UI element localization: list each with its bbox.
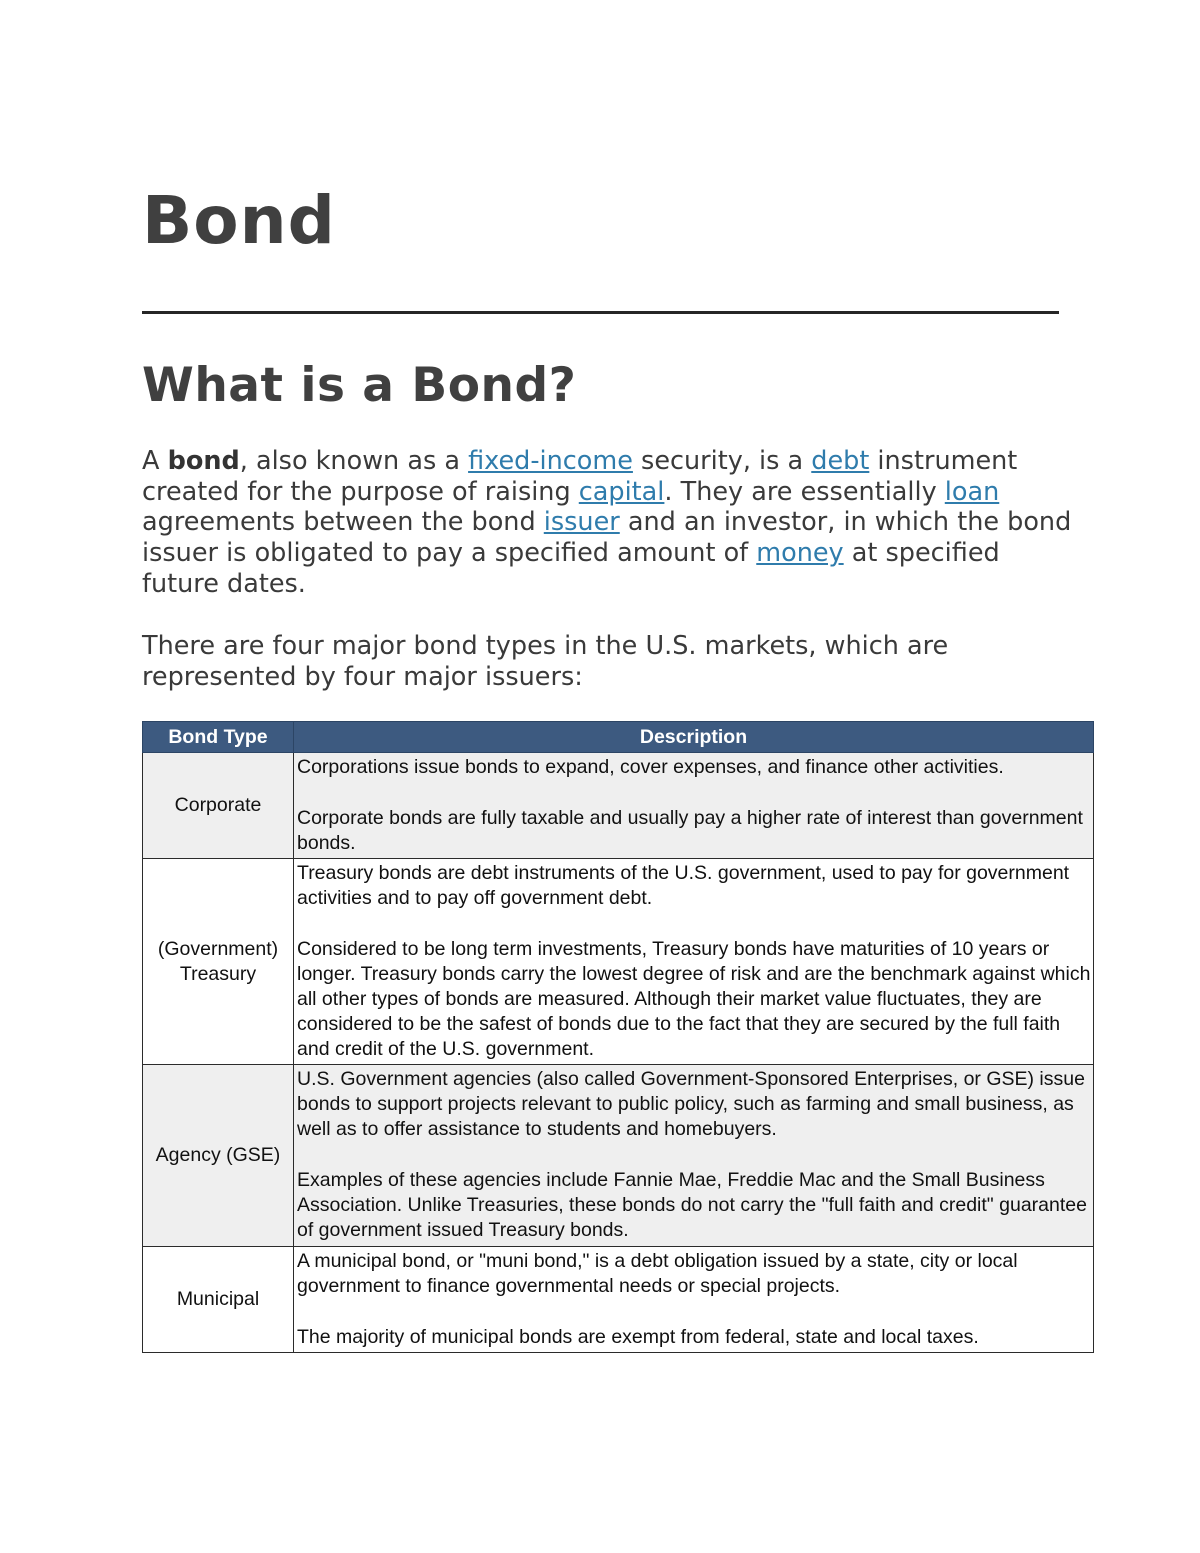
document-title: Bond: [142, 182, 336, 259]
text-run: at specified future dates.: [142, 538, 1000, 599]
description-paragraph: Examples of these agencies include Fannie Mae, Freddie Mac and the Small Business Association. Unlike Treasuries, these bonds do not carry the "full faith and credit" guarantee of government issued Treasury bonds.: [297, 1169, 1087, 1241]
text-run: . They are essentially: [664, 476, 945, 507]
table-row: [143, 1065, 1094, 1247]
table-header-row: [143, 722, 1094, 753]
bond-type-label: (Government): [157, 937, 279, 960]
intro-paragraph: [142, 446, 1072, 600]
link-loan[interactable]: loan: [944, 476, 1000, 507]
bond-type-cell: [143, 1065, 294, 1247]
text-run: instrument created for the purpose of raising: [142, 446, 1018, 507]
section-heading: What is a Bond?: [142, 358, 577, 413]
text-run: , also known as a: [239, 446, 469, 476]
bond-type-label: Municipal: [176, 1288, 260, 1310]
link-capital[interactable]: capital: [578, 476, 665, 507]
bold-term-bond: bond: [167, 446, 240, 476]
table-row: [143, 1247, 1094, 1353]
bond-type-cell: [143, 859, 294, 1065]
header-bond-type: Bond Type: [143, 722, 294, 753]
description-paragraph: A municipal bond, or "muni bond," is a debt obligation issued by a state, city or local government to finance governmental needs or special projects.: [297, 1250, 1018, 1297]
description-cell: [294, 1065, 1094, 1247]
link-money[interactable]: money: [756, 538, 844, 569]
description-paragraph: Treasury bonds are debt instruments of the U.S. government, used to pay for government activities and to pay off government debt.: [297, 862, 1070, 909]
description-paragraph: Corporate bonds are fully taxable and usually pay a higher rate of interest than government bonds.: [297, 807, 1083, 854]
bond-types-table: [142, 721, 1094, 1353]
table-row: [143, 859, 1094, 1065]
description-paragraph: Corporations issue bonds to expand, cover expenses, and finance other activities.: [297, 756, 1004, 778]
title-divider: [142, 311, 1059, 314]
text-run: and an investor, in which the bond issuer is obligated to pay a specified amount of: [142, 507, 1072, 569]
bond-type-cell: [143, 1247, 294, 1353]
link-fixed-income[interactable]: fixed-income: [468, 446, 633, 476]
description-paragraph: Considered to be long term investments, Treasury bonds have maturities of 10 years or longer. Treasury bonds carry the lowest degree of risk and are the benchmark against which all other types of bonds are measured. Although their market value fluctuates, they are considered to be the safest of bonds due to the fact that they are secured by the full faith and credit of the U.S. government.: [297, 938, 1091, 1060]
bond-type-label: Treasury: [179, 962, 257, 985]
description-cell: [294, 1247, 1094, 1353]
bond-type-label: Agency (GSE): [155, 1144, 281, 1166]
header-description: Description: [294, 722, 1094, 753]
text-run: A: [142, 446, 168, 476]
text-run: security, is a: [632, 446, 812, 476]
description-paragraph: The majority of municipal bonds are exempt from federal, state and local taxes.: [297, 1326, 979, 1348]
description-cell: [294, 859, 1094, 1065]
link-debt[interactable]: debt: [811, 446, 870, 476]
description-cell: [294, 753, 1094, 859]
bond-types-intro: There are four major bond types in the U.S. markets, which are represented by four major issuers:: [142, 631, 949, 692]
bond-type-cell: [143, 753, 294, 859]
link-issuer[interactable]: issuer: [543, 507, 620, 538]
text-run: agreements between the bond: [142, 507, 544, 538]
bond-type-label: Corporate: [174, 794, 262, 816]
description-paragraph: U.S. Government agencies (also called Government-Sponsored Enterprises, or GSE) issue bonds to support projects relevant to public policy, such as farming and small business, as well as to offer assistance to students and homebuyers.: [297, 1068, 1085, 1140]
table-row: [143, 753, 1094, 859]
